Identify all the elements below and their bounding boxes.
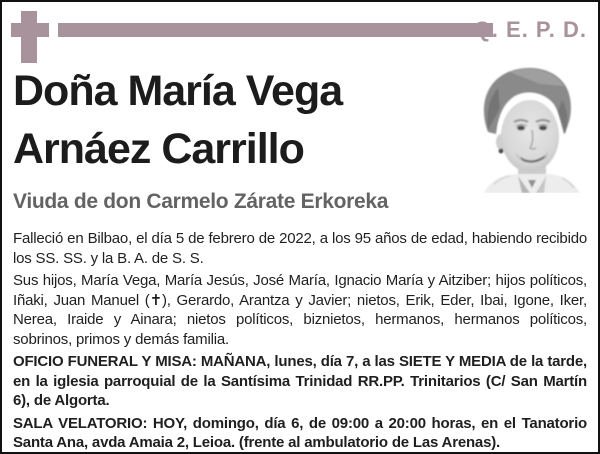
- portrait-photo-image: [470, 60, 585, 193]
- deceased-name: [13, 62, 463, 178]
- funeral-info-paragraph: OFICIO FUNERAL Y MISA: MAÑANA, lunes, día 7, a las SIETE Y MEDIA de la tarde, en la iglesia parroquial de la Santísima Trinidad RR.PP. Trinitarios (C/ San Martín 6), de Algorta.: [13, 353, 587, 409]
- deceased-name-line2: Arnáez Carrillo: [13, 125, 304, 173]
- death-notice-paragraph: Falleció en Bilbao, el día 5 de febrero de 2022, a los 95 años de edad, habiendo recibido los SS. SS. y la B. A. de S. S.: [13, 230, 587, 267]
- family-paragraph: Sus hijos, María Vega, María Jesús, José María, Ignacio María y Aitziber; hijos políticos, Iñaki, Juan Manuel (✝), Gerardo, Arantza y Javier; nietos, Erik, Eder, Ibai, Igone, Iker, Nerea, Iraide y Ainara; nietos políticos, biznietos, hermanos, hermanos políticos, sobrinos, primos y demás familia.: [13, 272, 587, 348]
- cross-icon-horizontal-bar: [11, 23, 49, 37]
- qepd-label: Q. E. P. D.: [473, 17, 587, 42]
- notice-body: [13, 229, 587, 454]
- wake-info-paragraph: SALA VELATORIO: HOY, domingo, día 6, de 09:00 a 20:00 horas, en el Tanatorio Santa Ana, avda Amaia 2, Leioa. (frente al ambulatorio de Las Arenas).: [13, 414, 587, 451]
- portrait-photo: [470, 60, 585, 193]
- deceased-name-line1: Doña María Vega: [13, 67, 343, 115]
- deceased-relationship: Viuda de don Carmelo Zárate Erkoreka: [13, 190, 389, 213]
- header-rule: [58, 23, 493, 37]
- cross-icon-vertical-bar: [21, 11, 37, 63]
